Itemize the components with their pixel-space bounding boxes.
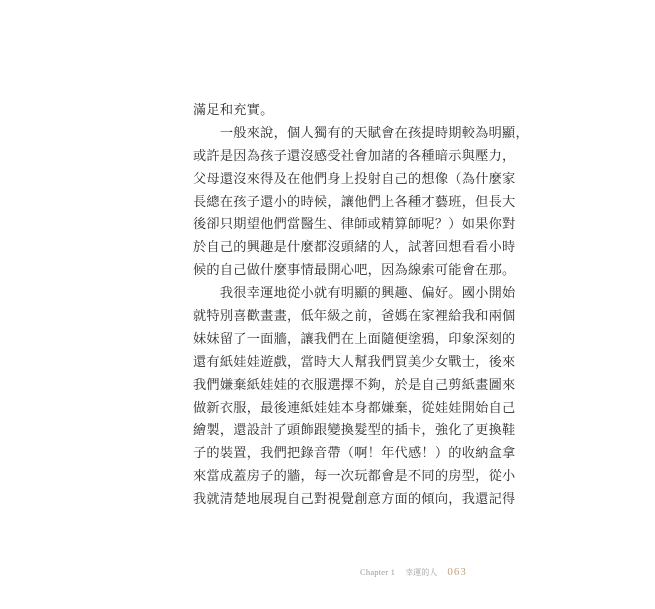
text-line: 就特別喜歡畫畫，低年級之前，爸媽在家裡給我和兩個 — [193, 309, 516, 325]
text-line: 還有紙娃娃遊戲，當時大人幫我們買美少女戰士，後來 — [193, 354, 516, 370]
text-line: 於自己的興趣是什麼都沒頭緒的人，試著回想看看小時 — [193, 240, 516, 256]
text-line: 妹妹留了一面牆，讓我們在上面隨便塗鴉，印象深刻的 — [193, 331, 516, 347]
text-line: 我們嫌棄紙娃娃的衣服選擇不夠，於是自己剪紙畫圖來 — [193, 377, 516, 393]
text-line: 父母還沒來得及在他們身上投射自己的想像（為什麼家 — [193, 171, 516, 187]
text-line: 候的自己做什麼事情最開心吧，因為線索可能會在那。 — [193, 263, 516, 279]
text-line: 做新衣服，最後連紙娃娃本身都嫌棄，從娃娃開始自己 — [193, 400, 516, 416]
text-line: 子的裝置，我們把錄音帶（啊！年代感！）的收納盒拿 — [193, 446, 516, 462]
text-line: 後卻只期望他們當醫生、律師或精算師呢？）如果你對 — [193, 217, 516, 233]
text-line: 長總在孩子還小的時候，讓他們上各種才藝班，但長大 — [193, 194, 516, 210]
page-number: 063 — [447, 566, 467, 578]
text-line: 我就清楚地展現自己對視覺創意方面的傾向，我還記得 — [193, 492, 516, 508]
text-line: 繪製，還設計了頭飾跟變換髮型的插卡，強化了更換鞋 — [193, 423, 516, 439]
body-text — [193, 100, 529, 512]
page-footer — [360, 566, 500, 582]
text-line: 來當成蓋房子的牆，每一次玩都會是不同的房型，從小 — [193, 469, 516, 485]
text-line: 或許是因為孩子還沒感受社會加諸的各種暗示與壓力， — [193, 148, 516, 164]
text-line: 一般來說，個人獨有的天賦會在孩提時期較為明顯， — [193, 125, 529, 141]
chapter-title: 幸運的人 — [405, 568, 438, 577]
text-line: 滿足和充實。 — [193, 103, 274, 118]
chapter-label: Chapter 1 — [360, 567, 396, 577]
text-line: 我很幸運地從小就有明顯的興趣、偏好。國小開始 — [193, 286, 516, 302]
